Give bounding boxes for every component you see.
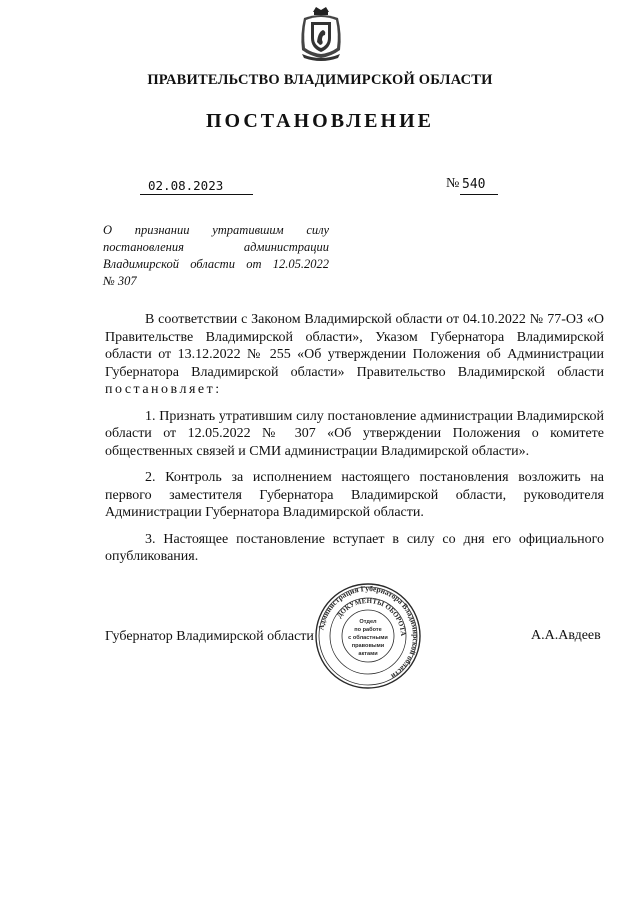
number-underline — [460, 194, 498, 195]
government-title: ПРАВИТЕЛЬСТВО ВЛАДИМИРСКОЙ ОБЛАСТИ — [147, 72, 493, 88]
subject-line: О признании утратившим силу — [103, 223, 329, 237]
subject-line: № 307 — [103, 274, 137, 288]
document-body — [105, 311, 604, 566]
stamp-inner-text: ДОКУМЕНТЫ ОБОРОТА — [335, 596, 408, 637]
resolves-text: постановляет: — [105, 382, 222, 397]
item-1: 1. Признать утратившим силу постановление администрации Владимирской области от 12.05.2022 № 307 «Об утверждении Положения о комитете общественных связей и СМИ администрации Владимирской области». — [105, 408, 604, 459]
subject-line: Владимирской области от 12.05.2022 — [103, 257, 329, 271]
item-2: 2. Контроль за исполнением настоящего постановления возложить на первого заместителя Губернатора Владимирской области, руководителя Администрации Губернатора Владимирской области. — [105, 470, 604, 520]
subject-line: постановления администрации — [103, 240, 329, 254]
signer-title: Губернатор Владимирской области — [105, 629, 314, 644]
stamp-outer-text: Администрация Губернатора Владимирской области — [316, 583, 421, 681]
stamp-center-line: правовыми — [351, 643, 385, 649]
official-stamp — [314, 582, 422, 690]
document-number: 540 — [462, 177, 486, 192]
stamp-center-line: по работе — [354, 627, 382, 633]
signer-name: А.А.Авдеев — [531, 628, 601, 643]
stamp-center-line: актами — [358, 651, 378, 657]
coat-of-arms-icon — [296, 4, 346, 62]
document-date: 02.08.2023 — [148, 178, 224, 193]
preamble — [105, 311, 604, 399]
stamp-center-line: Отдел — [359, 619, 377, 625]
number-label: № — [446, 176, 460, 191]
date-underline — [140, 194, 253, 195]
preamble-text: В соответствии с Законом Владимирской области от 04.10.2022 № 77-ОЗ «О Правительстве Владимирской области», Указом Губернатора Владимирской области от 13.12.2022 № 255 «Об утверждении Положения об Администрации Губернатора Владимирской области» Правительство Владимирской области — [105, 312, 604, 380]
item-3: 3. Настоящее постановление вступает в силу со дня его официального опубликования. — [105, 531, 604, 564]
document-type: ПОСТАНОВЛЕНИЕ — [206, 110, 434, 132]
stamp-center-line: с областными — [348, 635, 388, 641]
document-subject — [103, 222, 329, 290]
